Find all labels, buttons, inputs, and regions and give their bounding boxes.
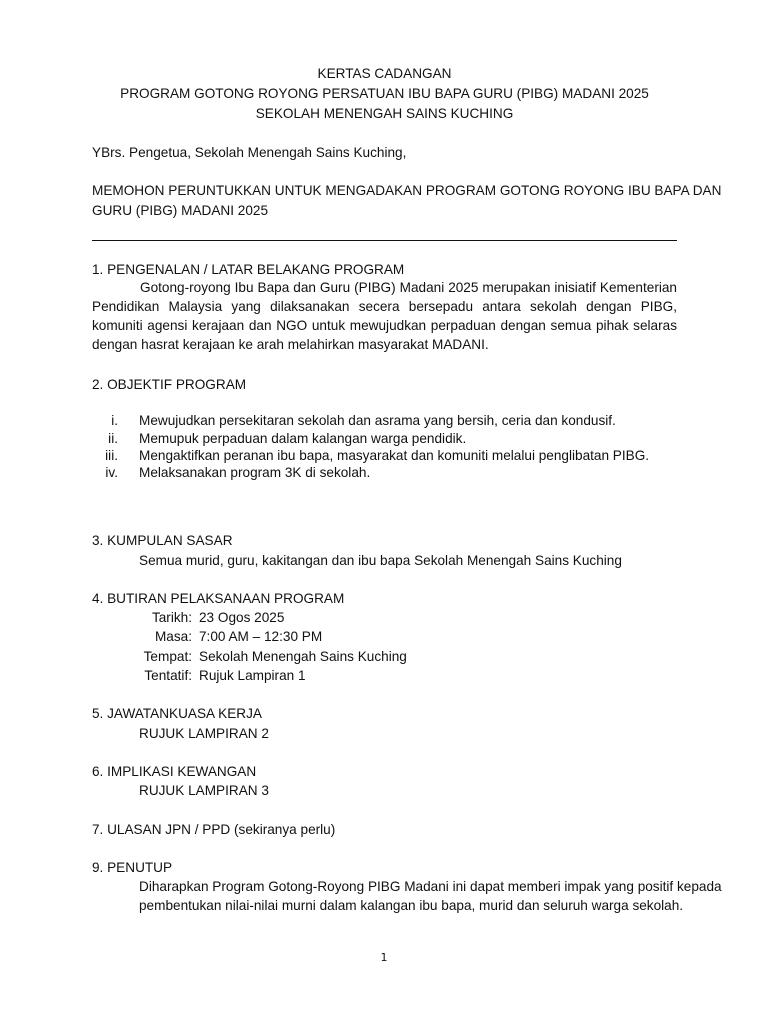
list-text: Mengaktifkan peranan ibu bapa, masyarakat dan komuniti melalui penglibatan PIBG. bbox=[139, 448, 650, 463]
list-number: ii. bbox=[108, 431, 118, 446]
list-number: iii. bbox=[105, 448, 118, 463]
salutation: YBrs. Pengetua, Sekolah Menengah Sains Kuching, bbox=[92, 145, 407, 160]
section-6-body: RUJUK LAMPIRAN 3 bbox=[139, 783, 269, 798]
detail-label: Tempat: bbox=[143, 649, 192, 664]
divider bbox=[92, 240, 677, 241]
section-6-heading: 6. IMPLIKASI KEWANGAN bbox=[92, 764, 257, 779]
list-number: iv. bbox=[105, 465, 118, 480]
detail-label: Tentatif: bbox=[144, 668, 192, 683]
section-3-body: Semua murid, guru, kakitangan dan ibu bapa Sekolah Menengah Sains Kuching bbox=[139, 553, 622, 568]
section-1-text: Gotong-royong Ibu Bapa dan Guru (PIBG) Madani 2025 merupakan inisiatif Kementerian Pendidikan Malaysia yang dilaksanakan secera bersepadu antara sekolah dengan PIBG, komuniti agensi kerajaan dan NGO untuk mewujudkan perpaduan dengan semua pihak selaras dengan hasrat kerajaan ke arah melahirkan masyarakat MADANI. bbox=[92, 280, 677, 352]
list-text: Melaksanakan program 3K di sekolah. bbox=[139, 465, 371, 480]
doc-title: KERTAS CADANGAN bbox=[317, 66, 452, 81]
detail-value: Rujuk Lampiran 1 bbox=[199, 668, 306, 683]
detail-label: Masa: bbox=[154, 629, 192, 644]
detail-value: Sekolah Menengah Sains Kuching bbox=[199, 649, 407, 664]
section-9-heading: 9. PENUTUP bbox=[92, 860, 173, 875]
section-5-heading: 5. JAWATANKUASA KERJA bbox=[92, 706, 262, 721]
section-1-heading: 1. PENGENALAN / LATAR BELAKANG PROGRAM bbox=[92, 262, 405, 277]
program-title: PROGRAM GOTONG ROYONG PERSATUAN IBU BAPA GURU (PIBG) MADANI 2025 bbox=[120, 86, 649, 101]
detail-label: Tarikh: bbox=[151, 610, 192, 625]
section-1-body bbox=[92, 278, 677, 354]
subject-line-1: MEMOHON PERUNTUKKAN UNTUK MENGADAKAN PROGRAM GOTONG ROYONG IBU BAPA DAN bbox=[92, 183, 722, 198]
school-name: SEKOLAH MENENGAH SAINS KUCHING bbox=[255, 106, 514, 121]
section-2-heading: 2. OBJEKTIF PROGRAM bbox=[92, 377, 247, 392]
page-number: 1 bbox=[380, 951, 388, 964]
detail-value: 23 Ogos 2025 bbox=[199, 610, 285, 625]
section-7-heading: 7. ULASAN JPN / PPD (sekiranya perlu) bbox=[92, 822, 336, 837]
section-5-body: RUJUK LAMPIRAN 2 bbox=[139, 726, 269, 741]
subject-line-2: GURU (PIBG) MADANI 2025 bbox=[92, 203, 269, 218]
section-9-line-1: Diharapkan Program Gotong-Royong PIBG Madani ini dapat memberi impak yang positif kepada bbox=[139, 879, 722, 894]
list-text: Mewujudkan persekitaran sekolah dan asrama yang bersih, ceria dan kondusif. bbox=[139, 413, 616, 428]
detail-value: 7:00 AM – 12:30 PM bbox=[199, 629, 323, 644]
list-number: i. bbox=[111, 413, 118, 428]
list-text: Memupuk perpaduan dalam kalangan warga pendidik. bbox=[139, 431, 467, 446]
section-3-heading: 3. KUMPULAN SASAR bbox=[92, 533, 233, 548]
section-9-line-2: pembentukan nilai-nilai murni dalam kalangan ibu bapa, murid dan seluruh warga sekolah. bbox=[139, 898, 684, 913]
section-4-heading: 4. BUTIRAN PELAKSANAAN PROGRAM bbox=[92, 591, 345, 606]
